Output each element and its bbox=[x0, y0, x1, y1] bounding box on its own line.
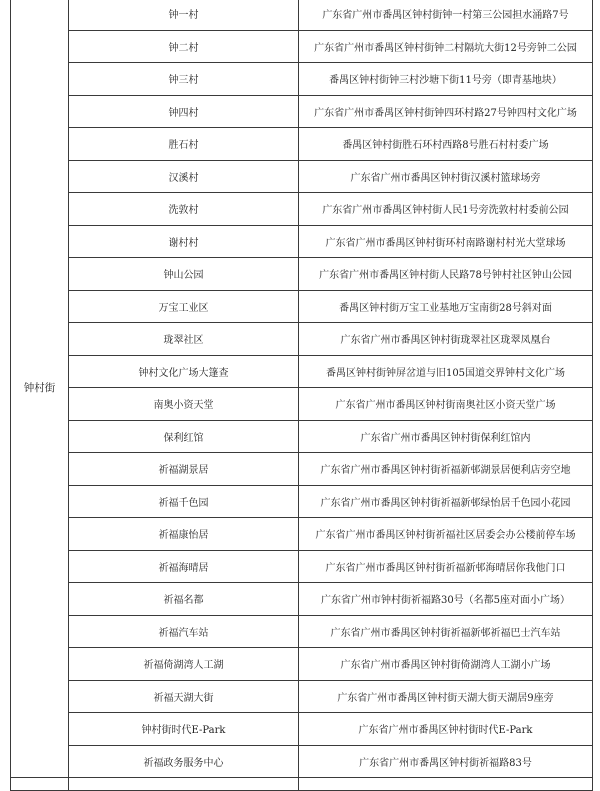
site-name-cell: 汉溪村 bbox=[69, 160, 299, 193]
site-name-cell: 胜石村 bbox=[69, 128, 299, 161]
address-cell: 广东省广州市番禺区钟村街人民1号旁洗敦村村委前公园 bbox=[299, 193, 593, 226]
site-name-cell: 祈福千色园 bbox=[69, 485, 299, 518]
table-row bbox=[11, 323, 593, 356]
site-name-cell: 祈福政务服务中心 bbox=[69, 745, 299, 778]
site-name-cell: 珑翠社区 bbox=[69, 323, 299, 356]
address-cell: 广东省广州市番禺区钟村街倚湖湾人工湖小广场 bbox=[299, 648, 593, 681]
site-name-cell: 保利红馆 bbox=[69, 420, 299, 453]
address-cell: 番禺区钟村街胜石环村西路8号胜石村村委广场 bbox=[299, 128, 593, 161]
site-name-cell: 祈福海晴居 bbox=[69, 550, 299, 583]
site-name-cell: 祈福倚湖湾人工湖 bbox=[69, 648, 299, 681]
address-cell: 番禺区钟村街钟屏岔道与旧105国道交界钟村文化广场 bbox=[299, 355, 593, 388]
table-row bbox=[11, 95, 593, 128]
locations-table bbox=[10, 0, 593, 791]
table-row bbox=[11, 485, 593, 518]
address-cell-empty bbox=[299, 778, 593, 791]
table-row bbox=[11, 225, 593, 258]
address-cell: 广东省广州市番禺区钟村街祈福新邨海晴居你我他门口 bbox=[299, 550, 593, 583]
address-cell: 广东省广州市番禺区钟村街祈福新邨湖景居便利店旁空地 bbox=[299, 453, 593, 486]
table-row bbox=[11, 193, 593, 226]
address-cell: 广东省广州市番禺区钟村街祈福社区居委会办公楼前停车场 bbox=[299, 518, 593, 551]
site-name-cell: 万宝工业区 bbox=[69, 290, 299, 323]
table-row bbox=[11, 648, 593, 681]
table-row-partial bbox=[11, 778, 593, 791]
address-cell: 番禺区钟村街钟三村沙塘下街11号旁（即青基地块） bbox=[299, 63, 593, 96]
table-row bbox=[11, 0, 593, 30]
table-row bbox=[11, 258, 593, 291]
address-cell: 广东省广州市番禺区钟村街珑翠社区珑翠凤凰台 bbox=[299, 323, 593, 356]
site-name-cell: 谢村村 bbox=[69, 225, 299, 258]
table-row bbox=[11, 713, 593, 746]
site-name-cell: 钟四村 bbox=[69, 95, 299, 128]
table-row bbox=[11, 128, 593, 161]
site-name-cell: 南奥小资天堂 bbox=[69, 388, 299, 421]
address-cell: 广东省广州市番禺区钟村街南奥社区小资天堂广场 bbox=[299, 388, 593, 421]
address-cell: 广东省广州市番禺区钟村街祈福新邨绿怡居千色园小花园 bbox=[299, 485, 593, 518]
address-cell: 广东省广州市番禺区钟村街祈福路83号 bbox=[299, 745, 593, 778]
site-name-cell: 祈福汽车站 bbox=[69, 615, 299, 648]
table-row bbox=[11, 355, 593, 388]
address-cell: 广东省广州市番禺区钟村街钟四环村路27号钟四村文化广场 bbox=[299, 95, 593, 128]
table-row bbox=[11, 615, 593, 648]
table-row bbox=[11, 30, 593, 63]
site-name-cell-empty bbox=[69, 778, 299, 791]
address-cell: 广东省广州市番禺区钟村街环村南路谢村村光大堂球场 bbox=[299, 225, 593, 258]
address-cell: 广东省广州市番禺区钟村街钟一村第三公园担水涌路7号 bbox=[299, 0, 593, 30]
address-cell: 广东省广州市番禺区钟村街人民路78号钟村社区钟山公园 bbox=[299, 258, 593, 291]
table-row bbox=[11, 63, 593, 96]
address-cell: 广东省广州市番禺区钟村街祈福新邨祈福巴士汽车站 bbox=[299, 615, 593, 648]
address-cell: 广东省广州市番禺区钟村街钟二村隔坑大街12号旁钟二公园 bbox=[299, 30, 593, 63]
table-row bbox=[11, 583, 593, 616]
site-name-cell: 祈福天湖大街 bbox=[69, 680, 299, 713]
address-cell: 广东省广州市番禺区钟村街天湖大街天湖居9座旁 bbox=[299, 680, 593, 713]
table-row bbox=[11, 680, 593, 713]
table-row bbox=[11, 518, 593, 551]
address-cell: 广东省广州市番禺区钟村街保利红馆内 bbox=[299, 420, 593, 453]
site-name-cell: 钟三村 bbox=[69, 63, 299, 96]
address-cell: 广东省广州市番禺区钟村街汉溪村篮球场旁 bbox=[299, 160, 593, 193]
site-name-cell: 钟村文化广场大篷查 bbox=[69, 355, 299, 388]
table-row bbox=[11, 290, 593, 323]
site-name-cell: 钟一村 bbox=[69, 0, 299, 30]
address-cell: 广东省广州市钟村街祈福路30号（名都5座对面小广场） bbox=[299, 583, 593, 616]
table-row bbox=[11, 388, 593, 421]
site-name-cell: 钟村街时代E-Park bbox=[69, 713, 299, 746]
street-name-cell: 钟村街 bbox=[11, 0, 69, 778]
table-row bbox=[11, 160, 593, 193]
site-name-cell: 祈福湖景居 bbox=[69, 453, 299, 486]
street-name-cell-empty bbox=[11, 778, 69, 791]
table-row bbox=[11, 745, 593, 778]
site-name-cell: 祈福康怡居 bbox=[69, 518, 299, 551]
site-name-cell: 钟二村 bbox=[69, 30, 299, 63]
site-name-cell: 钟山公园 bbox=[69, 258, 299, 291]
site-name-cell: 祈福名都 bbox=[69, 583, 299, 616]
table-row bbox=[11, 453, 593, 486]
table-row bbox=[11, 420, 593, 453]
address-cell: 广东省广州市番禺区钟村街时代E-Park bbox=[299, 713, 593, 746]
address-cell: 番禺区钟村街万宝工业基地万宝南街28号斜对面 bbox=[299, 290, 593, 323]
site-name-cell: 洗敦村 bbox=[69, 193, 299, 226]
table-row bbox=[11, 550, 593, 583]
